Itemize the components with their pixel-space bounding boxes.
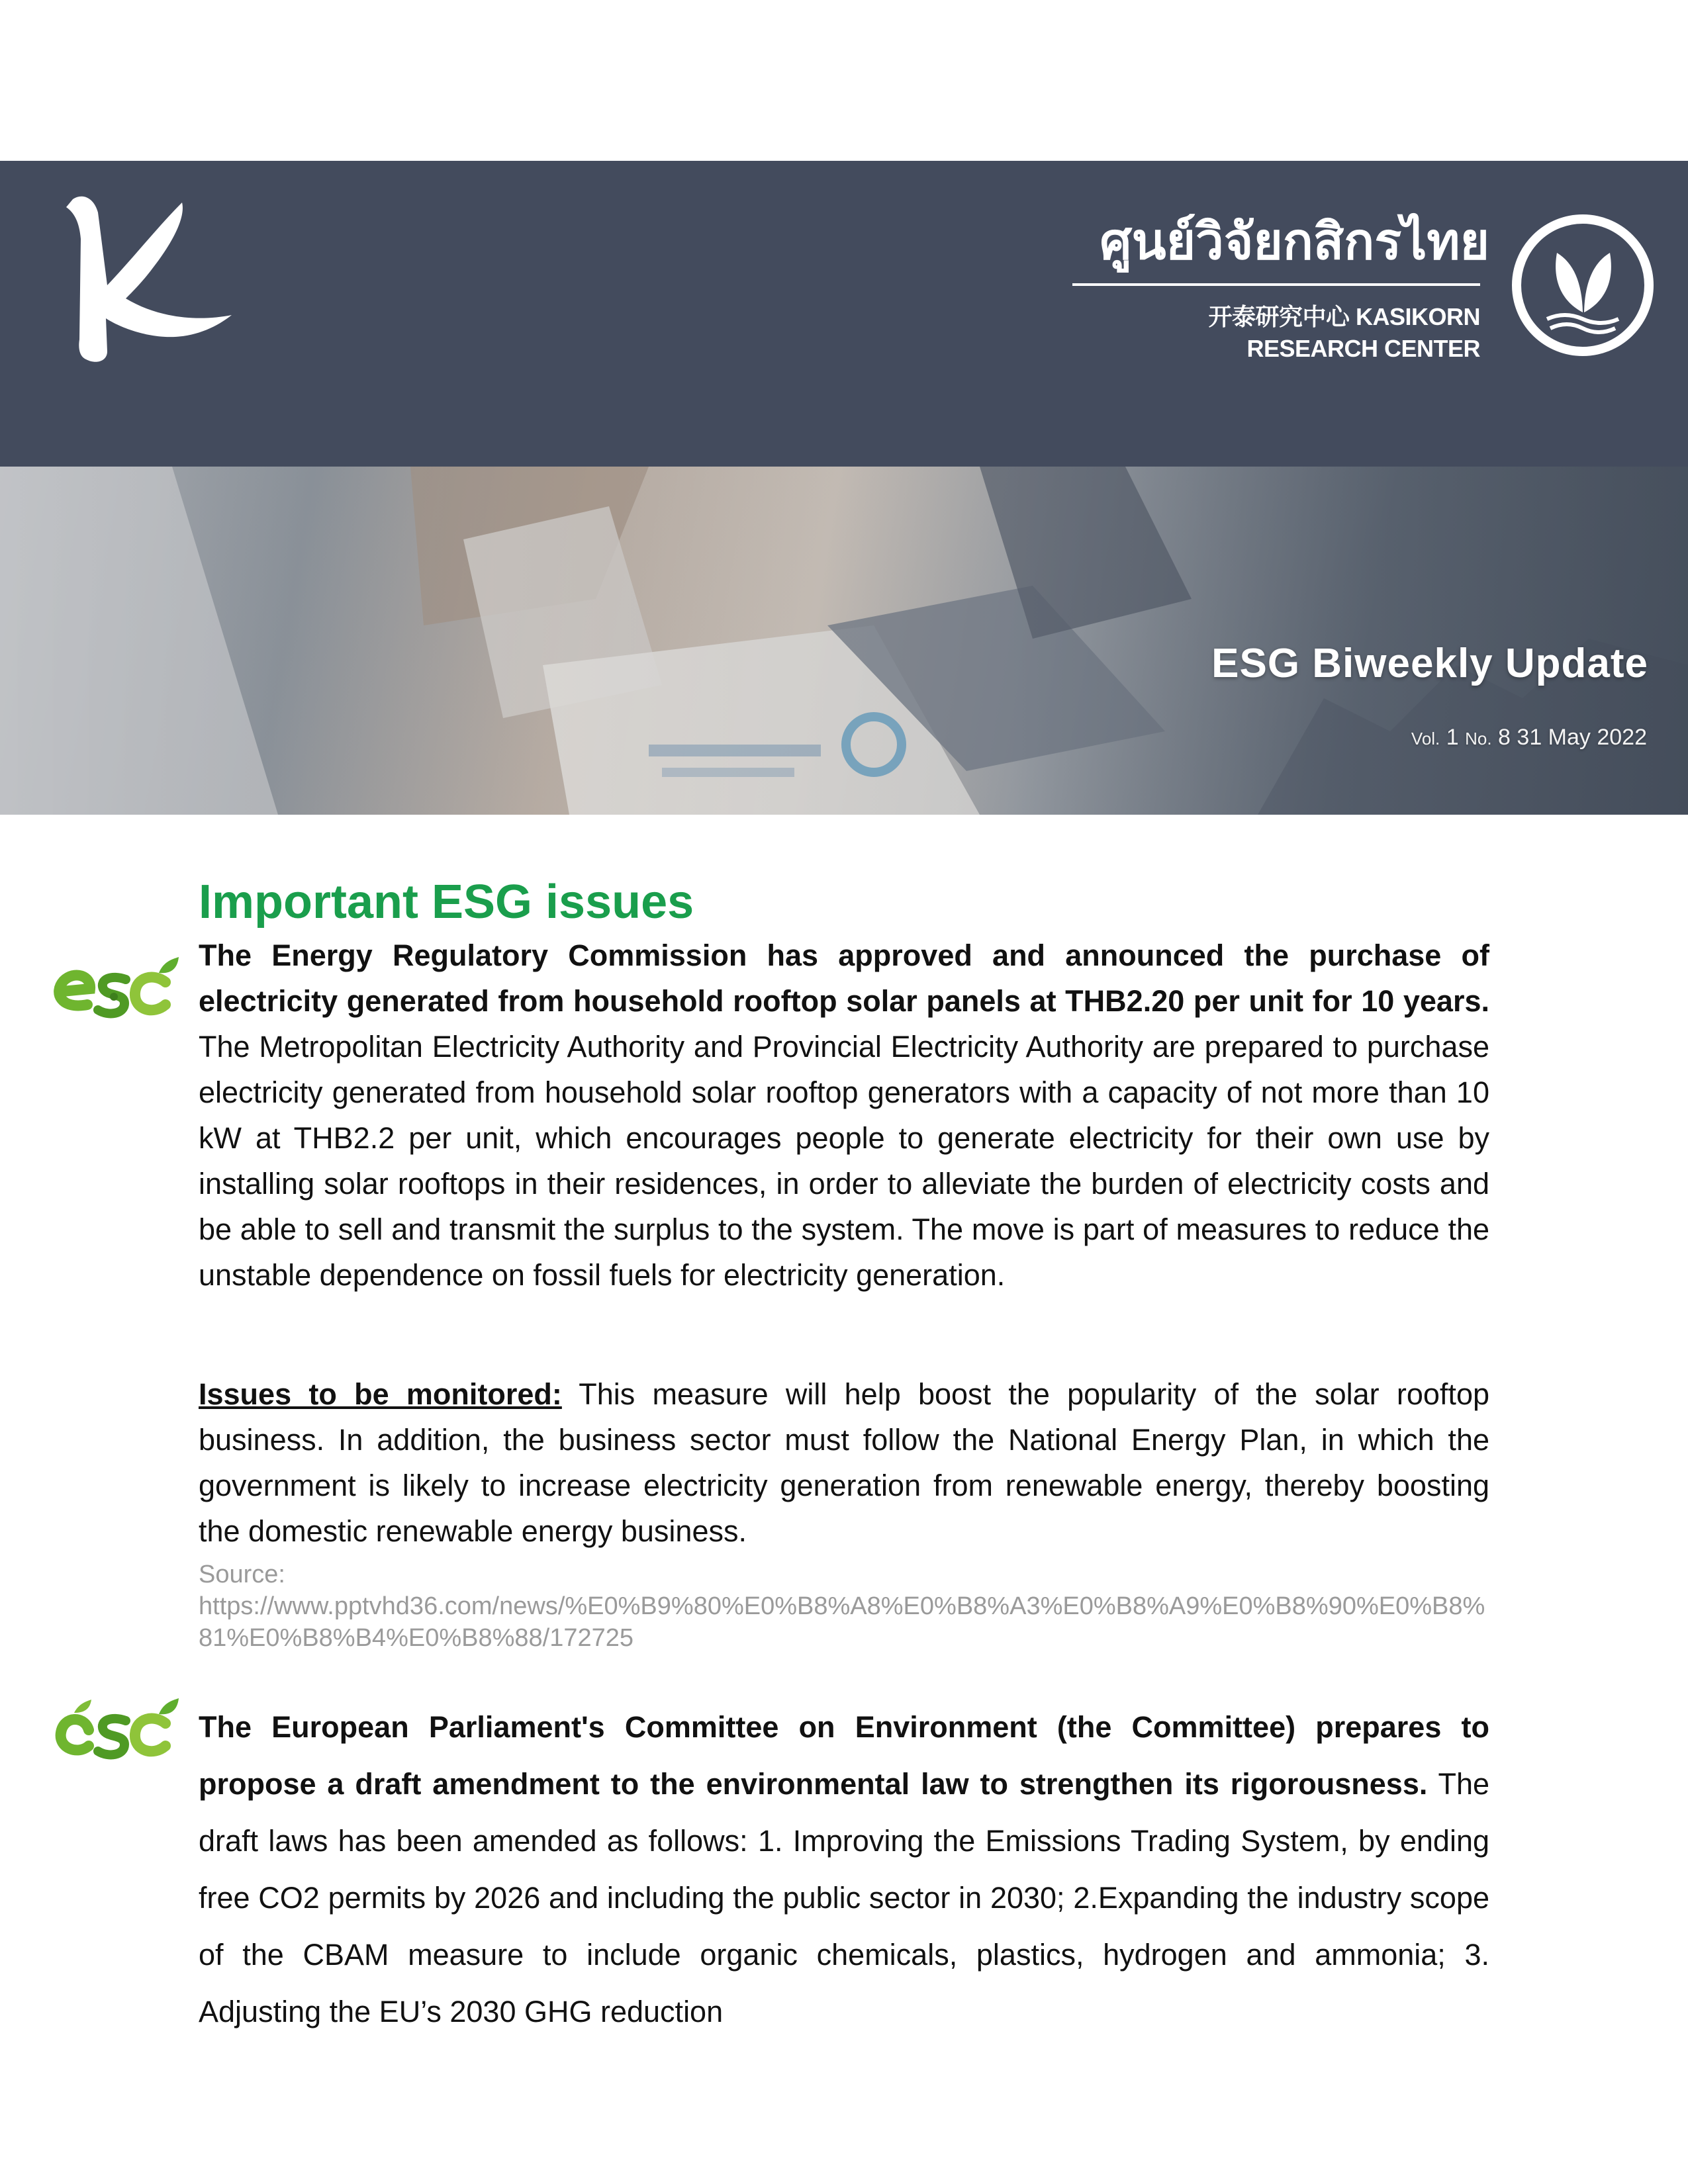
- issue-number: 8: [1498, 725, 1511, 750]
- banner-photo: [0, 467, 1688, 815]
- banner-title: ESG Biweekly Update: [1211, 641, 1648, 686]
- source-url: https://www.pptvhd36.com/news/%E0%B9%80%E0%B8%A8%E0%B8%A3%E0%B8%A9%E0%B8%90%E0%B8%81%E0%B8%B4%E0%B8%88/172725: [199, 1592, 1485, 1652]
- krc-emblem-icon: [1511, 213, 1655, 357]
- kasikornthai-k-logo: [33, 186, 258, 385]
- section-heading: Important ESG issues: [199, 876, 694, 929]
- vol-prefix: Vol.: [1411, 729, 1440, 749]
- issue2-paragraph: [199, 1699, 1489, 2040]
- issue1-monitor-paragraph: [199, 1371, 1489, 1554]
- issue2-lead: The European Parliament's Committee on Environment (the Committee) prepares to propose a draft amendment to the environmental law to strengthen its rigorousness.: [199, 1710, 1489, 1801]
- source-label: Source:: [199, 1561, 285, 1588]
- issue1-body: The Metropolitan Electricity Authority and Provincial Electricity Authority are prepared to purchase electricity generated from household solar rooftop generators with a capacity of not more than 10 kW at THB2.2 per unit, which encourages people to generate electricity for their own use by installing solar rooftops in their residences, in order to alleviate the burden of electricity costs and be able to sell and transmit the surplus to the system. The move is part of measures to reduce the unstable dependence on fossil fuels for electricity generation.: [199, 1030, 1489, 1292]
- issue1-lead: The Energy Regulatory Commission has approved and announced the purchase of electricity generated from household rooftop solar panels at THB2.20 per unit for 10 years.: [199, 938, 1489, 1018]
- esg-leaf-icon: [48, 1693, 180, 1766]
- issue1-source: [199, 1559, 1489, 1654]
- krc-thai-name: ศูนย์วิจัยกสิกรไทย: [1100, 212, 1489, 271]
- vol-number: 1: [1446, 725, 1459, 750]
- issue2-body: The draft laws has been amended as follows: 1. Improving the Emissions Trading System, by ending free CO2 permits by 2026 and including the public sector in 2030; 2.Expanding the industry scope of the CBAM measure to include organic chemicals, plastics, hydrogen and ammonia; 3. Adjusting the EU’s 2030 GHG reduction: [199, 1767, 1490, 2028]
- esg-leaf-icon: [48, 953, 180, 1026]
- issue-date: 31 May 2022: [1517, 725, 1647, 750]
- monitor-label: Issues to be monitored:: [199, 1377, 562, 1411]
- no-prefix: No.: [1465, 729, 1492, 749]
- krc-english-name: 开泰研究中心 KASIKORN RESEARCH CENTER: [1208, 303, 1480, 362]
- krc-divider: [1072, 283, 1480, 286]
- issue1-paragraph: [199, 933, 1489, 1298]
- monitor-body: This measure will help boost the popularity of the solar rooftop business. In addition, the business sector must follow the National Energy Plan, in which the government is likely to increase electricity generation from renewable energy, thereby boosting the domestic renewable energy business.: [199, 1377, 1489, 1548]
- issue-info: [1411, 725, 1647, 751]
